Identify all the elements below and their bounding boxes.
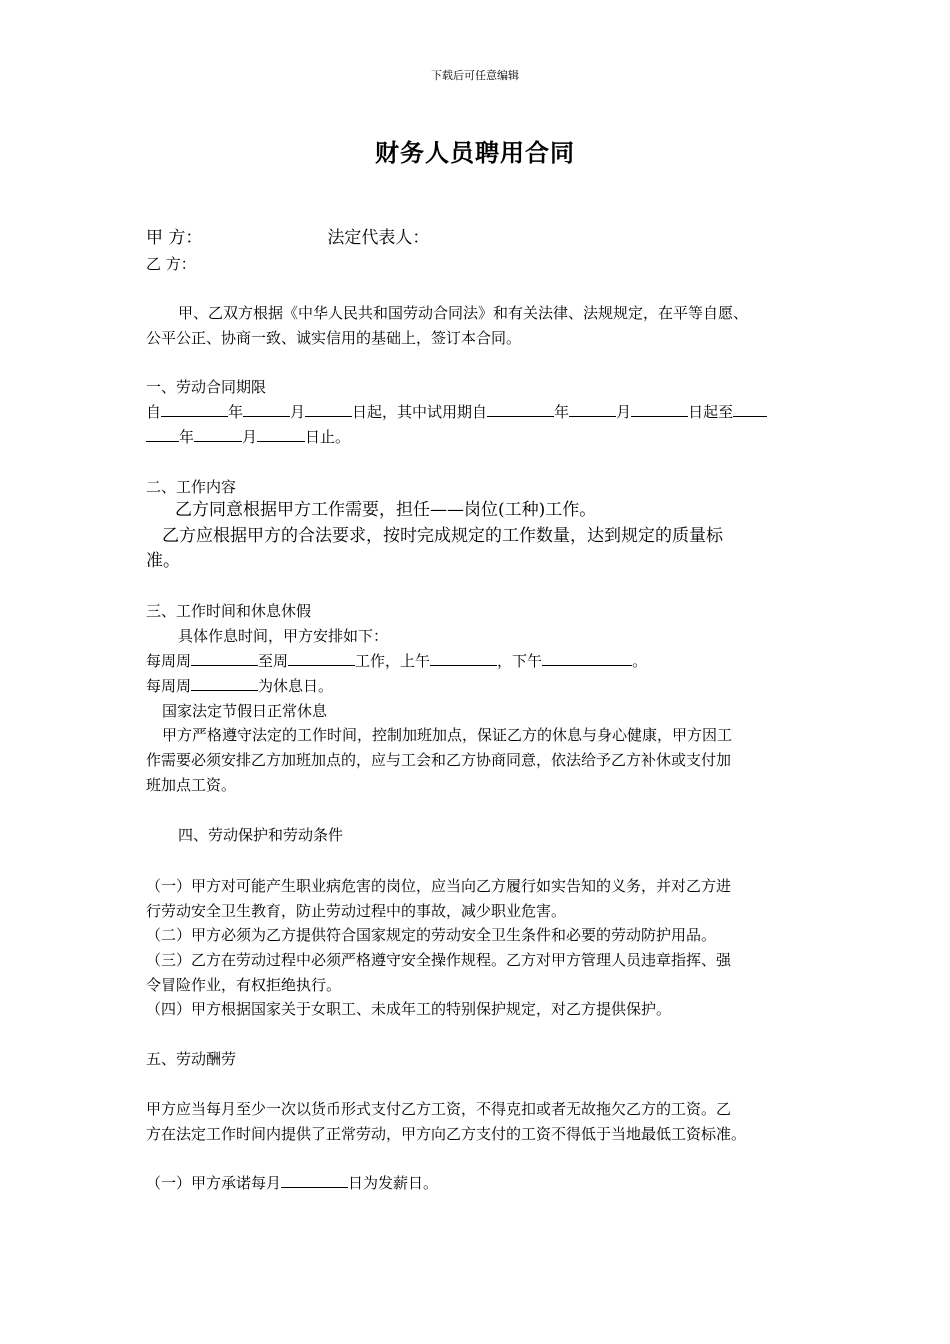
end-year-blank-a	[733, 402, 767, 417]
end-year-blank-b	[146, 427, 179, 442]
section-5-heading: 五、劳动酬劳	[146, 1050, 237, 1068]
protection-item-3b: 令冒险作业，有权拒绝执行。	[146, 976, 342, 994]
rest-day-blank	[191, 676, 258, 691]
protection-item-3a: （三）乙方在劳动过程中必须严格遵守安全操作规程。乙方对甲方管理人员违章指挥、强	[146, 951, 732, 969]
page-header: 下载后可任意编辑	[431, 69, 519, 82]
text-year: 年	[179, 428, 195, 446]
payday-line	[146, 1173, 438, 1193]
probation-day-blank	[631, 402, 688, 417]
holiday-line: 国家法定节假日正常休息	[162, 702, 328, 720]
text-work-morning: 工作，上午	[355, 652, 431, 670]
party-a-line	[146, 228, 429, 248]
probation-month-blank	[569, 402, 616, 417]
rest-day-line	[146, 676, 333, 696]
workday-to-blank	[288, 651, 355, 666]
text-payday-prefix: （一）甲方承诺每月	[146, 1174, 282, 1192]
morning-hours-blank	[430, 651, 497, 666]
section-3-heading: 三、工作时间和休息休假	[146, 602, 312, 620]
text-month: 月	[290, 403, 306, 421]
text-rest-day: 为休息日。	[258, 677, 334, 695]
start-month-blank	[243, 402, 290, 417]
weekly-schedule-line	[146, 651, 647, 671]
work-content-p2b: 准。	[146, 551, 180, 571]
wage-p2: 方在法定工作时间内提供了正常劳动，甲方向乙方支付的工资不得低于当地最低工资标准。	[146, 1125, 747, 1143]
text-year: 年	[554, 403, 570, 421]
text-until: 日起至	[688, 403, 734, 421]
overtime-p1: 甲方严格遵守法定的工作时间，控制加班加点，保证乙方的休息与身心健康，甲方因工	[162, 726, 733, 744]
wage-p1: 甲方应当每月至少一次以货币形式支付乙方工资，不得克扣或者无故拖欠乙方的工资。乙	[146, 1100, 732, 1118]
end-day-blank	[257, 427, 305, 442]
section-1-heading: 一、劳动合同期限	[146, 378, 267, 396]
start-day-blank	[305, 402, 352, 417]
text-afternoon: ，下午	[497, 652, 543, 670]
text-to-week: 至周	[258, 652, 289, 670]
text-from: 自	[146, 403, 162, 421]
text-year: 年	[228, 403, 244, 421]
party-a-label: 甲 方：	[146, 228, 203, 248]
text-payday-suffix: 日为发薪日。	[348, 1174, 439, 1192]
intro-line-1: 甲、乙双方根据《中华人民共和国劳动合同法》和有关法律、法规规定，在平等自愿、	[178, 304, 749, 322]
overtime-p3: 班加点工资。	[146, 776, 237, 794]
end-month-blank	[194, 427, 242, 442]
text-month: 月	[242, 428, 258, 446]
work-content-p1: 乙方同意根据甲方工作需要，担任——岗位(工种)工作。	[175, 500, 597, 520]
text-end: 日止。	[305, 428, 351, 446]
text-probation-from: 日起，其中试用期自	[352, 403, 488, 421]
workday-from-blank	[191, 651, 258, 666]
intro-line-2: 公平公正、协商一致、诚实信用的基础上，签订本合同。	[146, 329, 522, 347]
text-every-week: 每周周	[146, 677, 192, 695]
overtime-p2: 作需要必须安排乙方加班加点的，应与工会和乙方协商同意，依法给予乙方补休或支付加	[146, 751, 732, 769]
afternoon-hours-blank	[542, 651, 632, 666]
legal-rep-label: 法定代表人：	[327, 228, 430, 248]
party-b-label: 乙 方：	[146, 255, 196, 273]
document-title: 财务人员聘用合同	[375, 138, 575, 167]
probation-year-blank	[487, 402, 554, 417]
payday-blank	[281, 1173, 348, 1188]
schedule-intro: 具体作息时间，甲方安排如下：	[178, 627, 389, 645]
term-line-1	[146, 402, 767, 422]
section-4-heading: 四、劳动保护和劳动条件	[178, 826, 344, 844]
protection-item-4: （四）甲方根据国家关于女职工、未成年工的特别保护规定，对乙方提供保护。	[146, 1000, 672, 1018]
section-2-heading: 二、工作内容	[146, 478, 237, 496]
text-month: 月	[616, 403, 632, 421]
work-content-p2a: 乙方应根据甲方的合法要求，按时完成规定的工作数量，达到规定的质量标	[162, 526, 723, 546]
start-year-blank	[161, 402, 228, 417]
protection-item-1b: 行劳动安全卫生教育，防止劳动过程中的事故，减少职业危害。	[146, 902, 567, 920]
term-line-2	[146, 427, 350, 447]
text-period: 。	[632, 652, 648, 670]
text-every-week: 每周周	[146, 652, 192, 670]
protection-item-1a: （一）甲方对可能产生职业病危害的岗位，应当向乙方履行如实告知的义务，并对乙方进	[146, 877, 732, 895]
protection-item-2: （二）甲方必须为乙方提供符合国家规定的劳动安全卫生条件和必要的劳动防护用品。	[146, 926, 717, 944]
